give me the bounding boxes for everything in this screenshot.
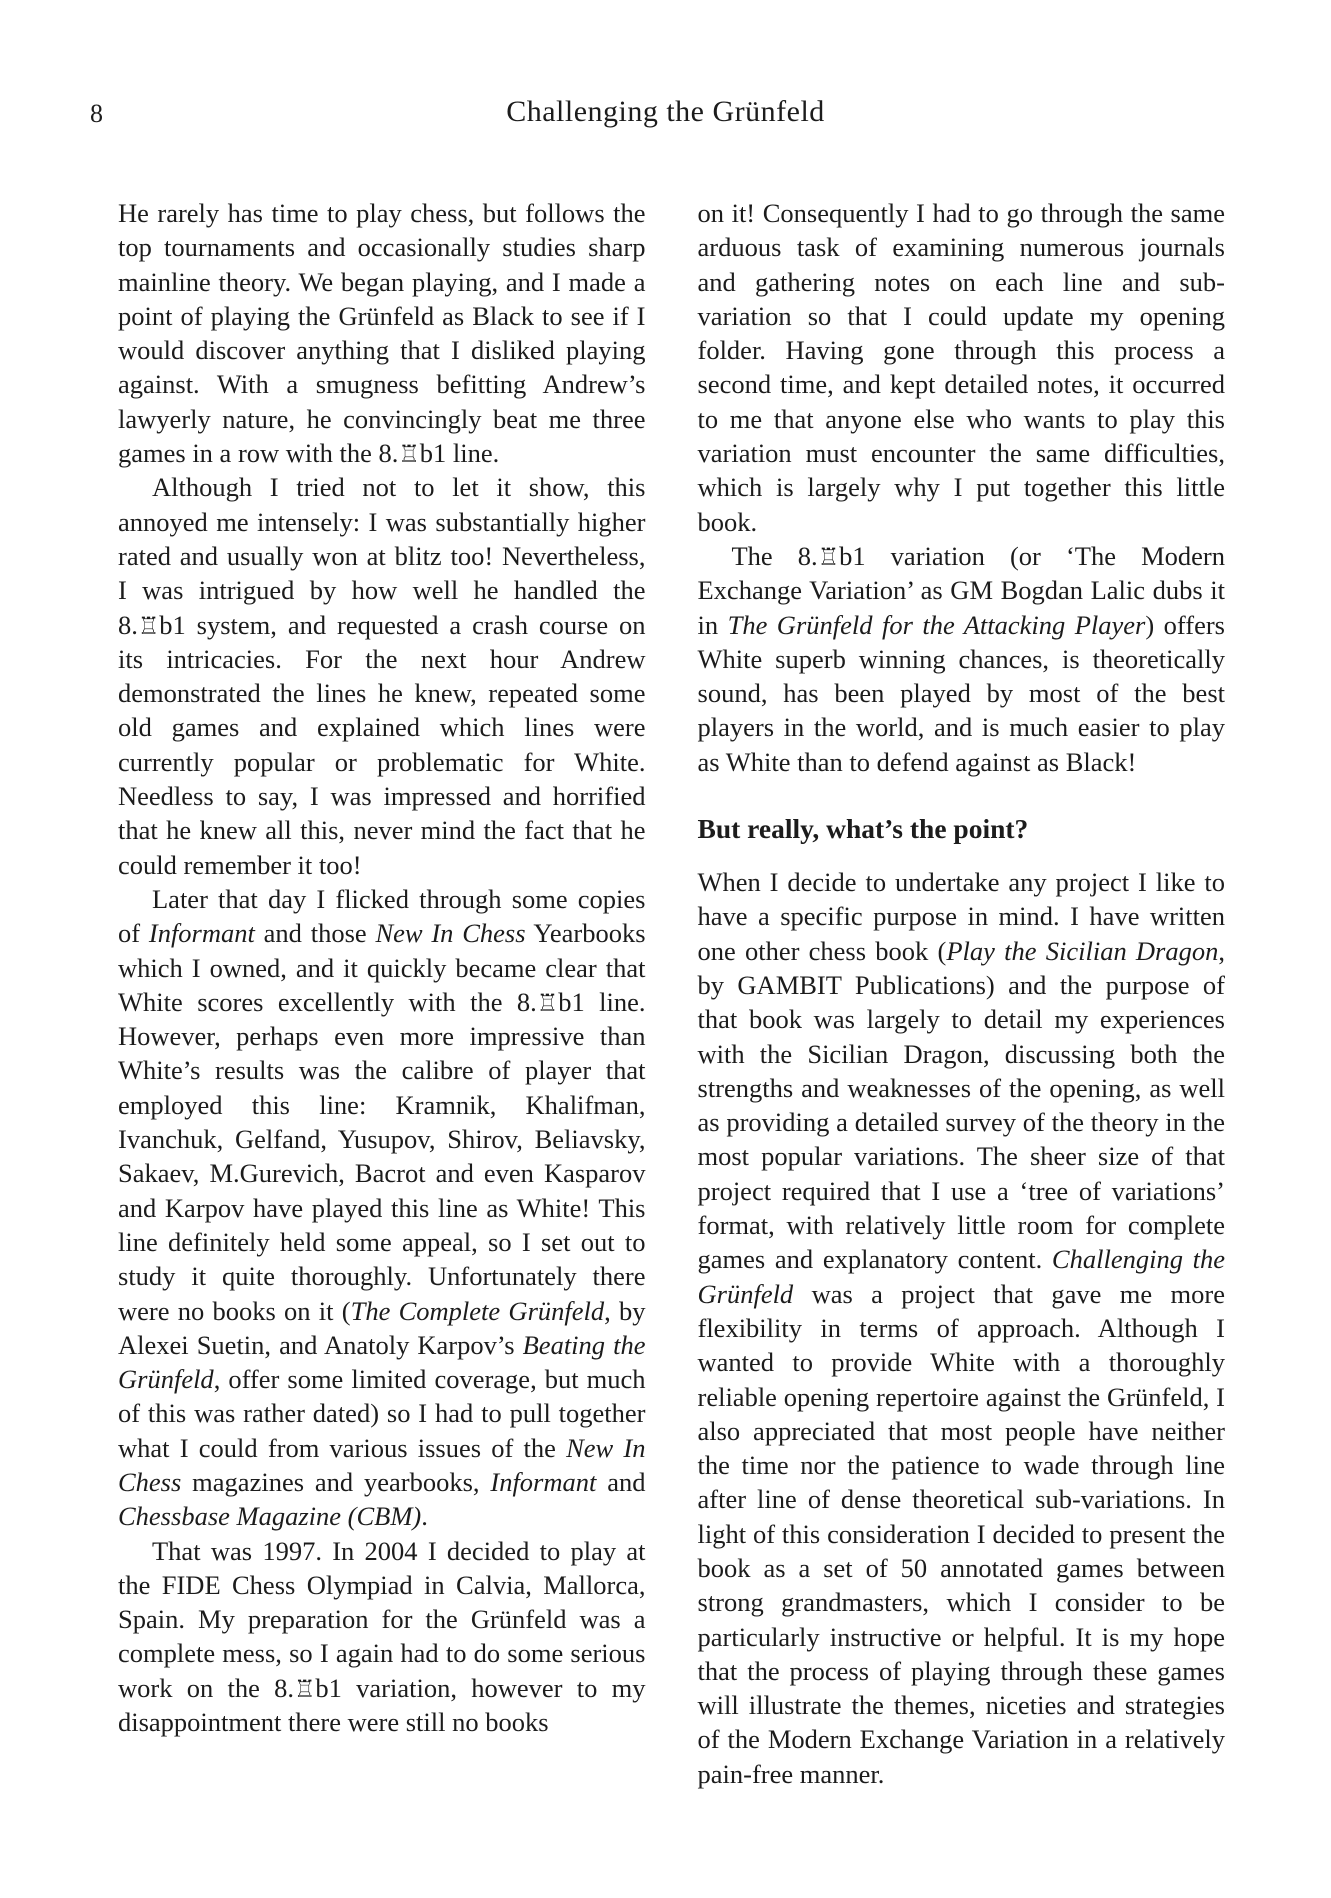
italic-text-run: Beating the Grünfeld: [118, 1329, 646, 1395]
white-rook-icon: ♖: [817, 542, 840, 571]
text-run: Later that day I flicked through some copies of: [118, 883, 646, 949]
text-run: and: [596, 1466, 646, 1497]
section-heading: But really, what’s the point?: [697, 813, 1029, 845]
paragraph: [118, 470, 646, 882]
paragraph: [118, 196, 646, 470]
white-rook-icon: ♖: [294, 1674, 316, 1703]
paragraph: [118, 1534, 646, 1740]
italic-text-run: Challenging the Grünfeld: [697, 1244, 1226, 1309]
italic-text-run: The Grünfeld for the Attacking Player: [727, 609, 1146, 640]
text-run: The 8.♖b1 variation (or ‘The Modern Exchange Variation’ as GM Bogdan Lalic dubs it in: [697, 540, 1225, 640]
page-header: [0, 94, 1331, 134]
italic-text-run: Informant: [148, 918, 255, 949]
running-header-title: Challenging the Grünfeld: [506, 95, 825, 128]
text-run: .: [421, 1501, 428, 1532]
white-rook-icon: ♖: [536, 988, 559, 1017]
italic-text-run: Informant: [490, 1466, 597, 1497]
page-number: 8: [90, 99, 103, 128]
text-body: [118, 196, 1225, 1791]
text-run: on it! Consequently I had to go through the same arduous task of examining numerous journals and gathering notes on each line and sub-variation so that I could update my opening folder. Having gone through this process a second time, and kept detailed notes, it occurred to me that anyone else who wants to play this variation must encounter the same difficulties, which is largely why I put together this little book.: [697, 198, 1225, 537]
italic-text-run: Play the Sicilian Dragon: [946, 935, 1219, 966]
italic-text-run: New In Chess: [375, 918, 526, 949]
italic-text-run: Chessbase Magazine (CBM): [118, 1501, 422, 1532]
text-run: and those: [254, 918, 376, 949]
text-run: , by GAMBIT Publications) and the purpose of that book was largely to detail my experiences with the Sicilian Dragon, discussing both the strengths and weaknesses of the opening, as well as providing a detailed survey of the theory in the most popular variations. The sheer size of that project required that I use a ‘tree of variations’ format, with relatively little room for complete games and explanatory content.: [697, 935, 1225, 1275]
white-rook-icon: ♖: [137, 611, 160, 640]
paragraph: [698, 539, 1226, 779]
text-run: Although I tried not to let it show, this annoyed me intensely: I was substantially higher rated and usually won at blitz too! Nevertheless, I was intrigued by how well he handled the 8.♖b1 system, and requested a crash course on its intricacies. For the next hour Andrew demonstrated the lines he knew, repeated some old games and explained which lines were currently popular or problematic for White. Needless to say, I was impressed and horrified that he knew all this, never mind the fact that he could remember it too!: [118, 472, 646, 880]
text-run: magazines and yearbooks,: [181, 1466, 491, 1497]
white-rook-icon: ♖: [398, 440, 420, 469]
text-run: He rarely has time to play chess, but follows the top tournaments and occasionally studies sharp mainline theory. We began playing, and I made a point of playing the Grünfeld as Black to see if I would discover anything that I disliked playing against. With a smugness befitting Andrew’s lawyerly nature, he convincingly beat me three games in a row with the 8.♖b1 line.: [118, 198, 646, 469]
paragraph: [698, 196, 1226, 539]
paragraph: [698, 865, 1226, 1791]
right-column: [698, 196, 1226, 1791]
italic-text-run: The Complete Grünfeld: [350, 1295, 605, 1326]
left-column: [118, 196, 646, 1791]
text-run: , by Alexei Suetin, and Anatoly Karpov’s: [118, 1295, 646, 1360]
text-run: Yearbooks which I owned, and it quickly became clear that White scores excellently with the 8.♖b1 line. However, perhaps even more impressive than White’s results was the calibre of player that employed this line: Kramnik, Khalifman, Ivanchuk, Gelfand, Yusupov, Shirov, Beliavsky, Sakaev, M.Gurevich, Bacrot and even Kasparov and Karpov have played this line as White! This line definitely held some appeal, so I set out to study it quite thoroughly. Unfortunately there were no books on it (: [118, 918, 646, 1326]
text-run: When I decide to undertake any project I like to have a specific purpose in mind. I have written one other chess book (: [697, 867, 1225, 966]
paragraph: [118, 882, 646, 1534]
text-run: was a project that gave me more flexibility in terms of approach. Although I wanted to provide White with a thoroughly reliable opening repertoire against the Grünfeld, I also appreciated that most people have neither the time nor the patience to wade through line after line of dense theoretical sub-variations. In light of this consideration I decided to present the book as a set of 50 annotated games between strong grandmasters, which I consider to be particularly instructive or helpful. It is my hope that the process of playing through these games will illustrate the themes, niceties and strategies of the Modern Exchange Variation in a relatively pain-free manner.: [697, 1278, 1225, 1789]
text-run: That was 1997. In 2004 I decided to play at the FIDE Chess Olympiad in Calvia, Mallorca, Spain. My preparation for the Grünfeld was a complete mess, so I again had to do some serious work on the 8.♖b1 variation, however to my disappointment there were still no books: [118, 1535, 646, 1738]
text-run: , offer some limited coverage, but much of this was rather dated) so I had to pull together what I could from various issues of the: [118, 1364, 646, 1463]
text-run: ) offers White superb winning chances, is theoretically sound, has been played by most of the best players in the world, and is much easier to play as White than to defend against as Black!: [697, 609, 1225, 777]
italic-text-run: New In Chess: [118, 1432, 646, 1497]
